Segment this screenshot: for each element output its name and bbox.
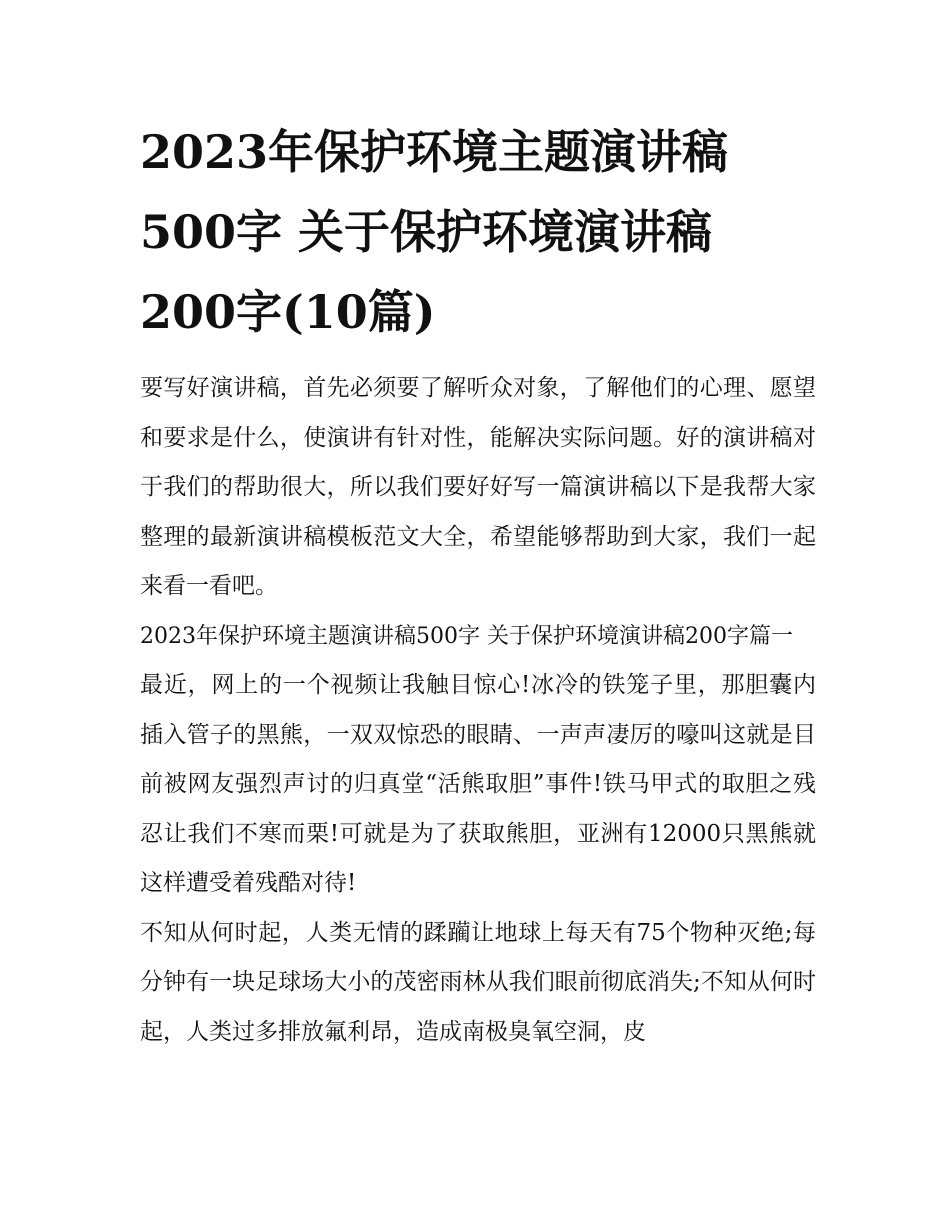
section-heading: 2023年保护环境主题演讲稿500字 关于保护环境演讲稿200字篇一	[140, 623, 793, 649]
document-page	[140, 112, 816, 1057]
body-paragraph-1: 最近，网上的一个视频让我触目惊心!冰冷的铁笼子里，那胆囊内插入管子的黑熊，一双双惊恐的眼睛、一声声凄厉的嚎叫这就是目前被网友强烈声讨的归真堂“活熊取胆”事件!铁马甲式的取胆之残忍让我们不寒而栗!可就是为了获取熊胆，亚洲有12000只黑熊就这样遭受着残酷对待!	[140, 672, 816, 896]
title-line-3: 200字(10篇)	[140, 285, 436, 339]
title-line-2: 500字 关于保护环境演讲稿	[140, 205, 713, 259]
title-line-1: 2023年保护环境主题演讲稿	[140, 125, 729, 179]
intro-paragraph: 要写好演讲稿，首先必须要了解听众对象，了解他们的心理、愿望和要求是什么，使演讲有针对性，能解决实际问题。好的演讲稿对于我们的帮助很大，所以我们要好好写一篇演讲稿以下是我帮大家整理的最新演讲稿模板范文大全，希望能够帮助到大家，我们一起来看一看吧。	[140, 375, 816, 599]
body-paragraph-2: 不知从何时起，人类无情的蹂躏让地球上每天有75个物种灭绝;每分钟有一块足球场大小的茂密雨林从我们眼前彻底消失;不知从何时起，人类过多排放氟利昂，造成南极臭氧空洞，皮	[140, 919, 816, 1045]
document-title	[140, 112, 816, 352]
